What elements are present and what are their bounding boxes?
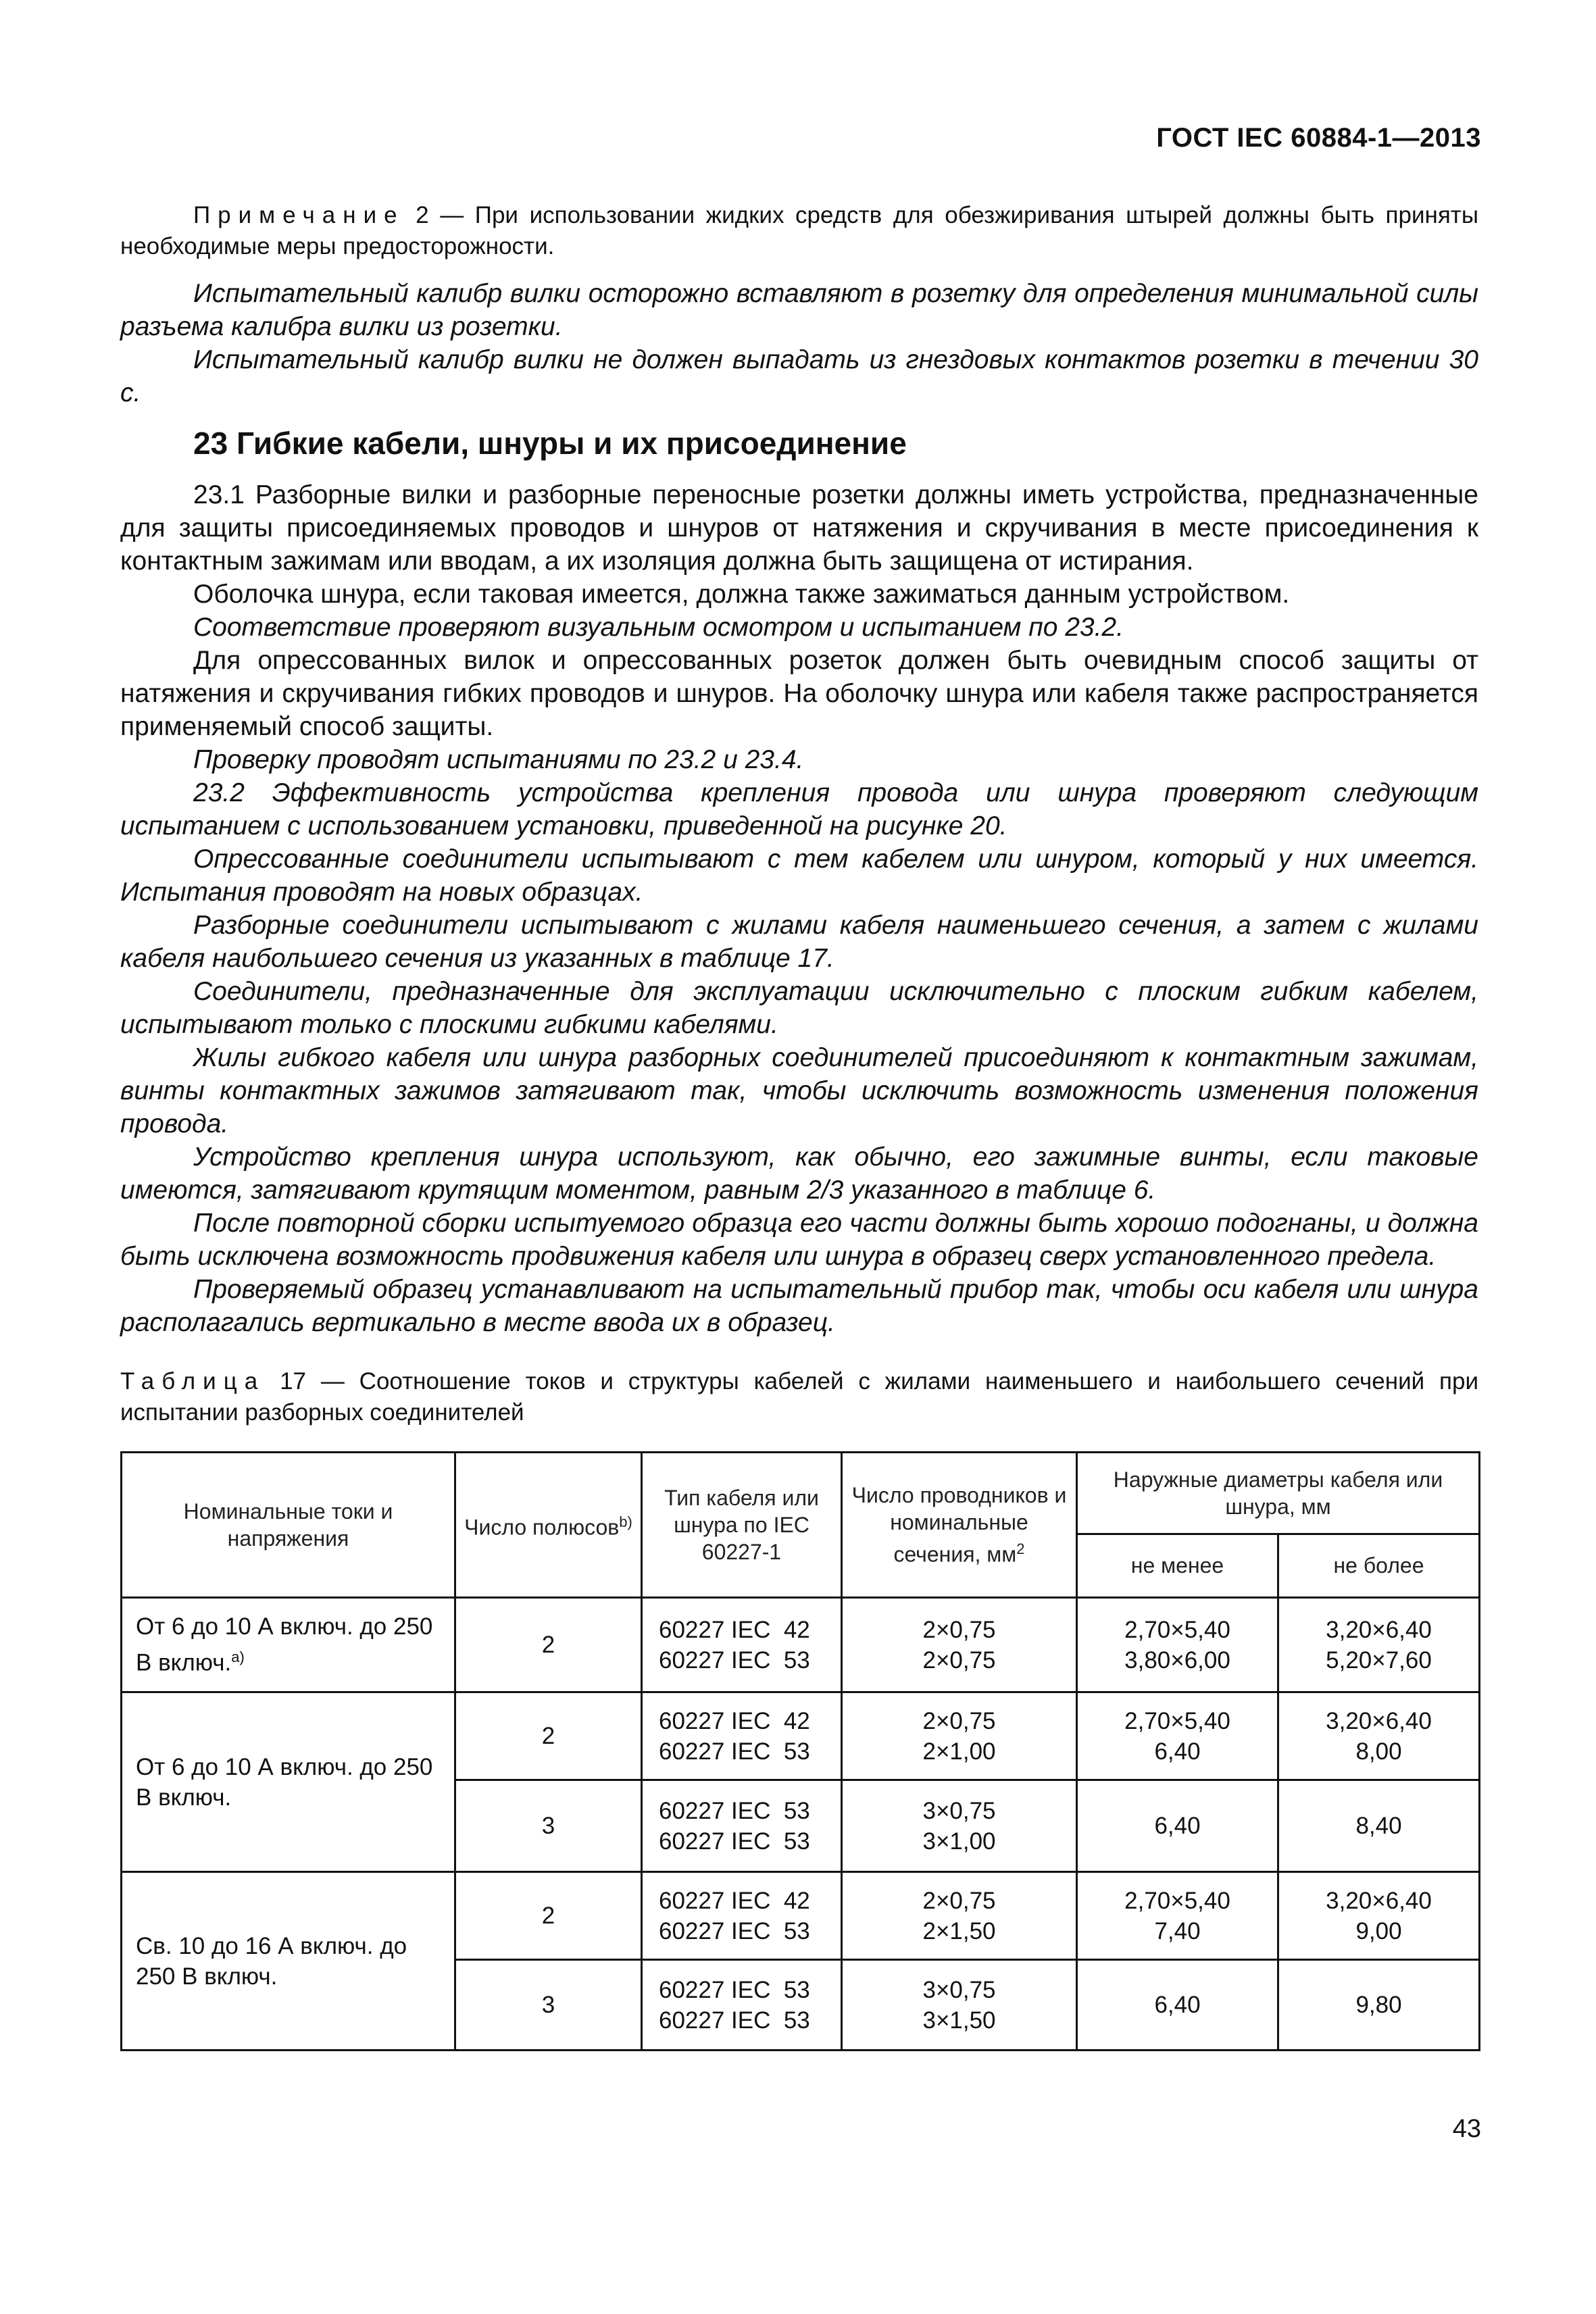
document-header: ГОСТ IEC 60884-1—2013 xyxy=(1156,123,1481,153)
table-caption-label: Таблица xyxy=(120,1368,266,1394)
table-row xyxy=(122,1872,1480,1960)
paragraph: Испытательный калибр вилки осторожно вставляют в розетку для определения минимальной силы разъема калибра вилки из розетки. xyxy=(120,279,1478,341)
paragraph: Соединители, предназначенные для эксплуатации исключительно с плоским гибким кабелем, испытывают только с плоскими гибкими кабелями. xyxy=(120,977,1478,1039)
cell-poles: 3 xyxy=(455,1780,642,1872)
page-number: 43 xyxy=(1452,2115,1481,2143)
paragraph: Соответствие проверяют визуальным осмотром и испытанием по 23.2. xyxy=(193,613,1124,642)
cell-poles: 2 xyxy=(455,1692,642,1780)
cell-cable-type: 60227 IEC 53 60227 IEC 53 xyxy=(642,1960,842,2051)
paragraph: Проверяемый образец устанавливают на испытательный прибор так, чтобы оси кабеля или шнура располагались вертикально в месте ввода их в образец. xyxy=(120,1275,1478,1337)
cell-min-diameter: 2,70×5,40 7,40 xyxy=(1077,1872,1278,1960)
cell-max-diameter: 3,20×6,40 5,20×7,60 xyxy=(1278,1598,1480,1692)
note-2 xyxy=(120,200,1478,262)
paragraph: Опрессованные соединители испытывают с тем кабелем или шнуром, который у них имеется. Испытания проводят на новых образцах. xyxy=(120,845,1478,907)
header-rated: Номинальные токи и напряжения xyxy=(122,1453,455,1598)
header-conductors: Число проводников и номинальные сечения, $мм^2$ xyxy=(842,1453,1077,1598)
cell-poles: 2 xyxy=(455,1872,642,1960)
paragraph: Оболочка шнура, если таковая имеется, должна также зажиматься данным устройством. xyxy=(193,580,1290,609)
paragraph: Разборные соединители испытывают с жилами кабеля наименьшего сечения, а затем с жилами кабеля наибольшего сечения из указанных в таблице 17. xyxy=(120,911,1478,973)
table-17 xyxy=(120,1451,1480,2051)
cell-min-diameter: 6,40 xyxy=(1077,1780,1278,1872)
cell-max-diameter: 8,40 xyxy=(1278,1780,1480,1872)
paragraph: 23.1 Разборные вилки и разборные переносные розетки должны иметь устройства, предназначенные для защиты присоединяемых проводов и шнуров от натяжения и скручивания в месте присоединения к контактным зажимам или вводам, а их изоляция должна быть защищена от истирания. xyxy=(120,480,1478,576)
table-body xyxy=(122,1598,1480,2051)
cell-conductors: 3×0,75 3×1,50 xyxy=(842,1960,1077,2051)
cell-min-diameter: 6,40 xyxy=(1077,1960,1278,2051)
cell-max-diameter: 9,80 xyxy=(1278,1960,1480,2051)
note-label: Примечание xyxy=(193,202,405,228)
header-cable-type: Тип кабеля или шнура по IEC 60227-1 xyxy=(642,1453,842,1598)
paragraph: Для опрессованных вилок и опрессованных розеток должен быть очевидным способ защиты от натяжения и скручивания гибких проводов и шнуров. На оболочку шнура или кабеля также распространяется применяемый способ защиты. xyxy=(120,646,1478,741)
cell-max-diameter: 3,20×6,40 9,00 xyxy=(1278,1872,1480,1960)
cell-conductors: 2×0,75 2×1,50 xyxy=(842,1872,1077,1960)
cell-cable-type: 60227 IEC 42 60227 IEC 53 xyxy=(642,1872,842,1960)
header-min: не менее xyxy=(1077,1534,1278,1597)
table-row xyxy=(122,1692,1480,1780)
cell-min-diameter: 2,70×5,40 6,40 xyxy=(1077,1692,1278,1780)
header-poles: Число полюсов$^{b)}$ xyxy=(455,1453,642,1598)
cell-cable-type: 60227 IEC 42 60227 IEC 53 xyxy=(642,1598,842,1692)
cell-max-diameter: 3,20×6,40 8,00 xyxy=(1278,1692,1480,1780)
paragraph: Устройство крепления шнура используют, как обычно, его зажимные винты, если таковые имеются, затягивают крутящим моментом, равным 2/3 указанного в таблице 6. xyxy=(120,1142,1478,1205)
cell-rated: Св. 10 до 16 А включ. до 250 В включ. xyxy=(122,1872,455,2051)
paragraph: Проверку проводят испытаниями по 23.2 и 23.4. xyxy=(193,745,804,774)
cell-cable-type: 60227 IEC 42 60227 IEC 53 xyxy=(642,1692,842,1780)
cell-conductors: 2×0,75 2×0,75 xyxy=(842,1598,1077,1692)
note-text: 2 — При использовании жидких средств для обезжиривания штырей должны быть приняты необходимые меры предосторожности. xyxy=(120,202,1478,259)
section-title: 23 Гибкие кабели, шнуры и их присоединение xyxy=(193,426,907,461)
page-content xyxy=(120,200,1478,2051)
paragraph: 23.2 Эффективность устройства крепления провода или шнура проверяют следующим испытанием с использованием установки, приведенной на рисунке 20. xyxy=(120,778,1478,840)
cell-rated: От 6 до 10 А включ. до 250 В включ. xyxy=(122,1692,455,1872)
table-caption xyxy=(120,1366,1478,1428)
table-caption-text: 17 — Соотношение токов и структуры кабелей с жилами наименьшего и наибольшего сечений при испытании разборных соединителей xyxy=(120,1368,1478,1426)
cell-poles: 2 xyxy=(455,1598,642,1692)
header-max: не более xyxy=(1278,1534,1480,1597)
cell-conductors: 3×0,75 3×1,00 xyxy=(842,1780,1077,1872)
cell-conductors: 2×0,75 2×1,00 xyxy=(842,1692,1077,1780)
cell-poles: 3 xyxy=(455,1960,642,2051)
paragraph: Жилы гибкого кабеля или шнура разборных соединителей присоединяют к контактным зажимам, винты контактных зажимов затягивают так, чтобы исключить возможность изменения положения провода. xyxy=(120,1043,1478,1138)
cell-cable-type: 60227 IEC 53 60227 IEC 53 xyxy=(642,1780,842,1872)
cell-rated: От 6 до 10 А включ. до 250 В включ.$^{a)}$ xyxy=(122,1598,455,1692)
header-diameters: Наружные диаметры кабеля или шнура, мм xyxy=(1077,1453,1480,1534)
paragraph: После повторной сборки испытуемого образца его части должны быть хорошо подогнаны, и должна быть исключена возможность продвижения кабеля или шнура в образец сверх установленного предела. xyxy=(120,1209,1478,1271)
paragraph: Испытательный калибр вилки не должен выпадать из гнездовых контактов розетки в течении 30 с. xyxy=(120,345,1478,407)
cell-min-diameter: 2,70×5,40 3,80×6,00 xyxy=(1077,1598,1278,1692)
table-row xyxy=(122,1598,1480,1692)
